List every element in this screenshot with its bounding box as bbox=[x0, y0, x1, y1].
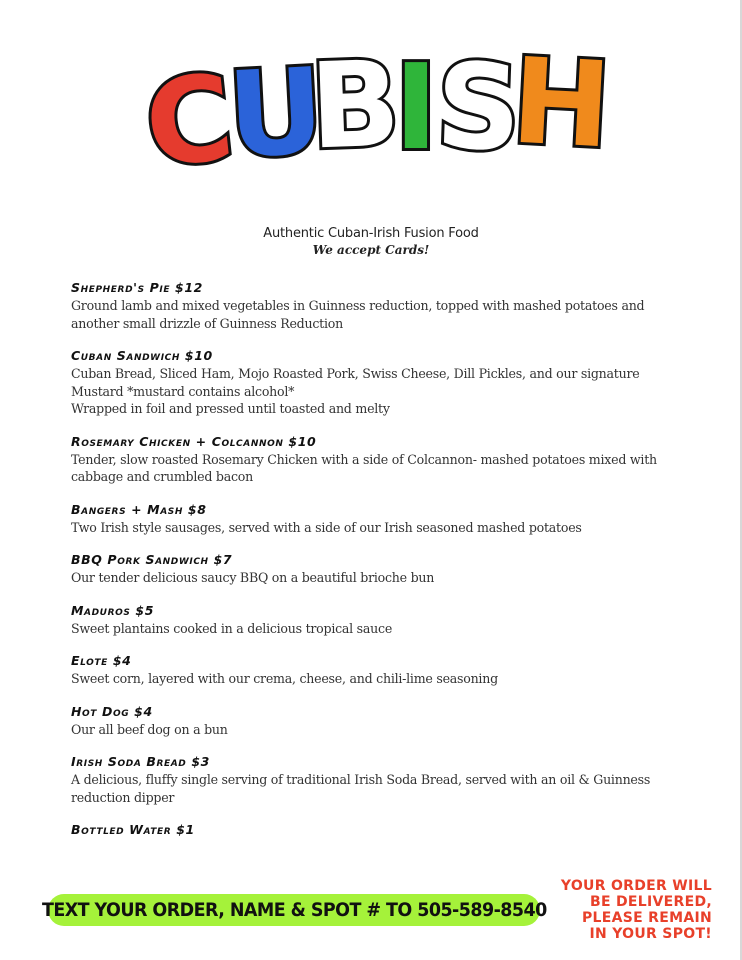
logo-letter-h: H bbox=[508, 31, 615, 175]
tagline-cards: We accept Cards! bbox=[312, 243, 430, 257]
menu-item bbox=[71, 551, 671, 587]
menu-item-description: A delicious, fluffy single serving of traditional Irish Soda Bread, served with an oil & Guinness bbox=[71, 772, 651, 787]
cubish-logo bbox=[139, 31, 615, 195]
menu-item bbox=[71, 279, 671, 332]
menu-item bbox=[71, 703, 671, 739]
menu-item-title: Cuban Sandwich $10 bbox=[71, 348, 213, 363]
menu-item-title: Shepherd's Pie $12 bbox=[71, 280, 203, 295]
logo-letter-c: C bbox=[139, 47, 240, 195]
menu-item bbox=[71, 347, 671, 418]
delivery-note-line: BE DELIVERED, bbox=[589, 894, 712, 910]
menu-item bbox=[71, 652, 671, 688]
menu-item-description: Wrapped in foil and pressed until toasted and melty bbox=[71, 401, 390, 416]
logo-letter-s: S bbox=[433, 36, 524, 178]
menu-item-title: Maduros $5 bbox=[71, 602, 154, 618]
menu-item-title: Irish Soda Bread $3 bbox=[71, 754, 210, 769]
delivery-note-line: PLEASE REMAIN bbox=[581, 910, 712, 926]
delivery-note bbox=[532, 878, 712, 942]
menu-item-title: Rosemary Chicken + Colcannon $10 bbox=[71, 433, 317, 449]
menu-item bbox=[71, 753, 671, 806]
menu-item-description: Sweet plantains cooked in a delicious tropical sauce bbox=[71, 620, 393, 636]
menu-item bbox=[71, 433, 671, 486]
menu-item bbox=[71, 501, 671, 537]
menu-item bbox=[71, 821, 671, 839]
logo-letter-i: I bbox=[394, 38, 438, 176]
menu-list bbox=[71, 279, 671, 854]
menu-item-description: Ground lamb and mixed vegetables in Guinness reduction, topped with mashed potatoes and bbox=[71, 298, 645, 313]
delivery-note-line: YOUR ORDER WILL bbox=[560, 878, 712, 894]
menu-item-title: Hot Dog $4 bbox=[71, 703, 153, 719]
menu-item-description: Our tender delicious saucy BBQ on a beautiful brioche bun bbox=[71, 570, 435, 585]
tagline bbox=[0, 226, 742, 257]
menu-item-description: Mustard *mustard contains alcohol* bbox=[71, 383, 295, 399]
menu-item-description: Tender, slow roasted Rosemary Chicken with a side of Colcannon- mashed potatoes mixed with bbox=[71, 451, 657, 467]
menu-item-description: Sweet corn, layered with our crema, cheese, and chili-lime seasoning bbox=[71, 671, 498, 686]
delivery-note-line: IN YOUR SPOT! bbox=[589, 926, 712, 942]
menu-item-description: Two Irish style sausages, served with a side of our Irish seasoned mashed potatoes bbox=[71, 519, 582, 535]
logo-letter-u: U bbox=[224, 41, 328, 185]
menu-item-description: Our all beef dog on a bun bbox=[71, 721, 228, 737]
menu-item-description: another small drizzle of Guinness Reduction bbox=[71, 315, 343, 331]
menu-item-title: BBQ Pork Sandwich $7 bbox=[71, 552, 233, 567]
order-instruction-text: TEXT YOUR ORDER, NAME & SPOT # TO 505-589-8540 bbox=[41, 899, 547, 921]
tagline-main: Authentic Cuban-Irish Fusion Food bbox=[263, 226, 479, 241]
menu-item-description: Cuban Bread, Sliced Ham, Mojo Roasted Pork, Swiss Cheese, Dill Pickles, and our signature bbox=[71, 366, 640, 381]
menu-item-title: Bottled Water $1 bbox=[71, 822, 195, 837]
logo-letter-b: B bbox=[307, 34, 403, 176]
menu-item-title: Elote $4 bbox=[71, 653, 132, 668]
order-instruction-banner bbox=[41, 894, 547, 926]
menu-item-description: reduction dipper bbox=[71, 789, 175, 805]
menu-item-title: Bangers + Mash $8 bbox=[71, 501, 207, 517]
menu-item-description: cabbage and crumbled bacon bbox=[71, 469, 253, 484]
menu-item bbox=[71, 602, 671, 638]
